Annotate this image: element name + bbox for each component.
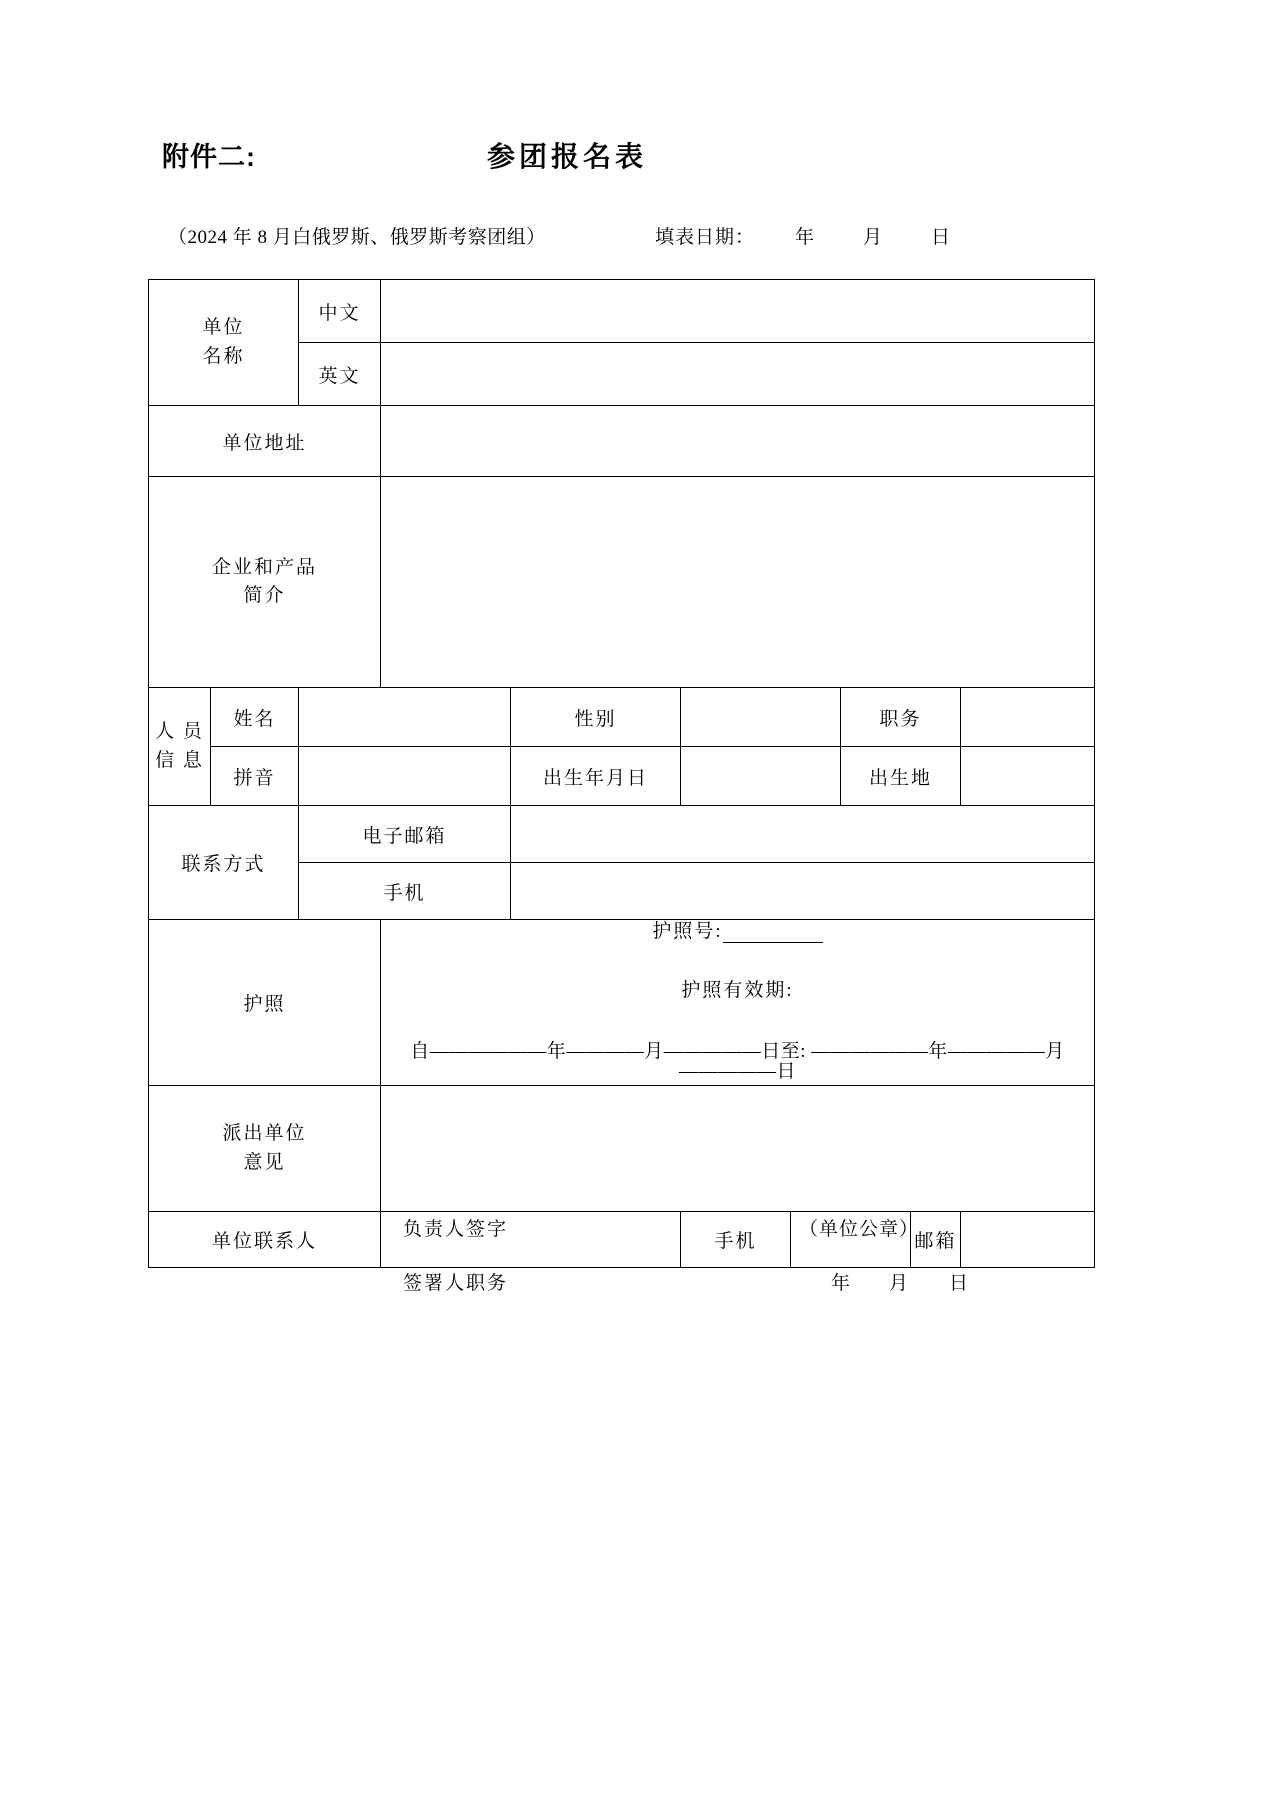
passport-details[interactable] <box>381 920 1095 1086</box>
passport-number-blank[interactable] <box>723 924 823 943</box>
position-input[interactable] <box>961 688 1095 747</box>
pinyin-input[interactable] <box>299 747 511 806</box>
contact-mobile-label: 手机 <box>681 1212 791 1268</box>
contact-email-label: 邮箱 <box>911 1212 961 1268</box>
table-row-passport <box>149 920 1095 1086</box>
fill-date-year: 年 <box>795 227 816 248</box>
table-row-email <box>149 806 1095 863</box>
company-intro-label <box>149 477 381 688</box>
opinion-date-line <box>831 1268 969 1295</box>
table-row-personnel-1 <box>149 688 1095 747</box>
fill-date-month: 月 <box>863 227 884 248</box>
contact-label: 联系方式 <box>149 806 299 920</box>
table-row-unit-contact <box>149 1212 1095 1268</box>
registration-form-table <box>148 279 1095 1294</box>
attachment-label: 附件二: <box>162 142 256 172</box>
dispatch-opinion-label-line1: 派出单位 <box>222 1123 307 1144</box>
chinese-name-input[interactable] <box>381 280 1095 343</box>
unit-name-label-line2: 名称 <box>202 345 245 367</box>
company-intro-label-line2: 简介 <box>243 585 286 606</box>
gender-label: 性别 <box>511 688 681 747</box>
unit-address-label: 单位地址 <box>149 406 381 477</box>
personnel-label <box>149 688 211 806</box>
page-title: 参团报名表 <box>487 141 648 172</box>
passport-validity-range: 自——————年————月—————日至: ——————年—————月—————日 <box>410 1040 1065 1083</box>
unit-name-label-line1: 单位 <box>202 317 245 338</box>
english-name-input[interactable] <box>381 343 1095 406</box>
seal-label: （单位公章） <box>799 1219 920 1240</box>
gender-input[interactable] <box>681 688 841 747</box>
birthplace-label: 出生地 <box>841 747 961 806</box>
fill-date-day: 日 <box>931 227 952 248</box>
chinese-label: 中文 <box>299 280 381 343</box>
signature-label: 负责人签字 <box>403 1219 509 1240</box>
document-subheader <box>0 222 1280 254</box>
email-label: 电子邮箱 <box>299 806 511 863</box>
table-row-unit-name-cn <box>149 280 1095 343</box>
table-row-company-intro <box>149 477 1095 688</box>
name-input[interactable] <box>299 688 511 747</box>
fill-date-label: 填表日期： <box>655 227 756 248</box>
table-row-dispatch-opinion <box>149 1086 1095 1212</box>
dispatch-opinion-label <box>149 1086 381 1212</box>
table-row-personnel-2 <box>149 747 1095 806</box>
personnel-label-line1: 人 员 <box>155 721 204 742</box>
unit-address-input[interactable] <box>381 406 1095 477</box>
email-input[interactable] <box>511 806 1095 863</box>
birthdate-label: 出生年月日 <box>511 747 681 806</box>
unit-contact-label: 单位联系人 <box>149 1212 381 1268</box>
opinion-month: 月 <box>889 1273 910 1294</box>
unit-name-label <box>149 280 299 406</box>
signer-position-label: 签署人职务 <box>403 1273 509 1294</box>
fill-date-line <box>655 222 951 249</box>
passport-number-row <box>381 922 1094 943</box>
mobile-label: 手机 <box>299 863 511 920</box>
birthdate-input[interactable] <box>681 747 841 806</box>
table-row-unit-address <box>149 406 1095 477</box>
personnel-label-line2: 信 息 <box>155 749 204 771</box>
english-label: 英文 <box>299 343 381 406</box>
company-intro-input[interactable] <box>381 477 1095 688</box>
company-intro-label-line1: 企业和产品 <box>212 556 318 578</box>
passport-validity-label: 护照有效期: <box>681 979 794 1001</box>
pinyin-label: 拼音 <box>211 747 299 806</box>
opinion-year: 年 <box>831 1273 852 1294</box>
passport-number-label: 护照号: <box>652 920 723 942</box>
name-label: 姓名 <box>211 688 299 747</box>
group-note: （2024 年 8 月白俄罗斯、俄罗斯考察团组） <box>168 227 546 248</box>
opinion-day: 日 <box>949 1273 970 1294</box>
position-label: 职务 <box>841 688 961 747</box>
passport-label: 护照 <box>149 920 381 1086</box>
dispatch-opinion-label-line2: 意见 <box>243 1151 286 1173</box>
birthplace-input[interactable] <box>961 747 1095 806</box>
mobile-input[interactable] <box>511 863 1095 920</box>
document-header <box>0 135 1280 185</box>
contact-email-input[interactable] <box>961 1212 1095 1268</box>
